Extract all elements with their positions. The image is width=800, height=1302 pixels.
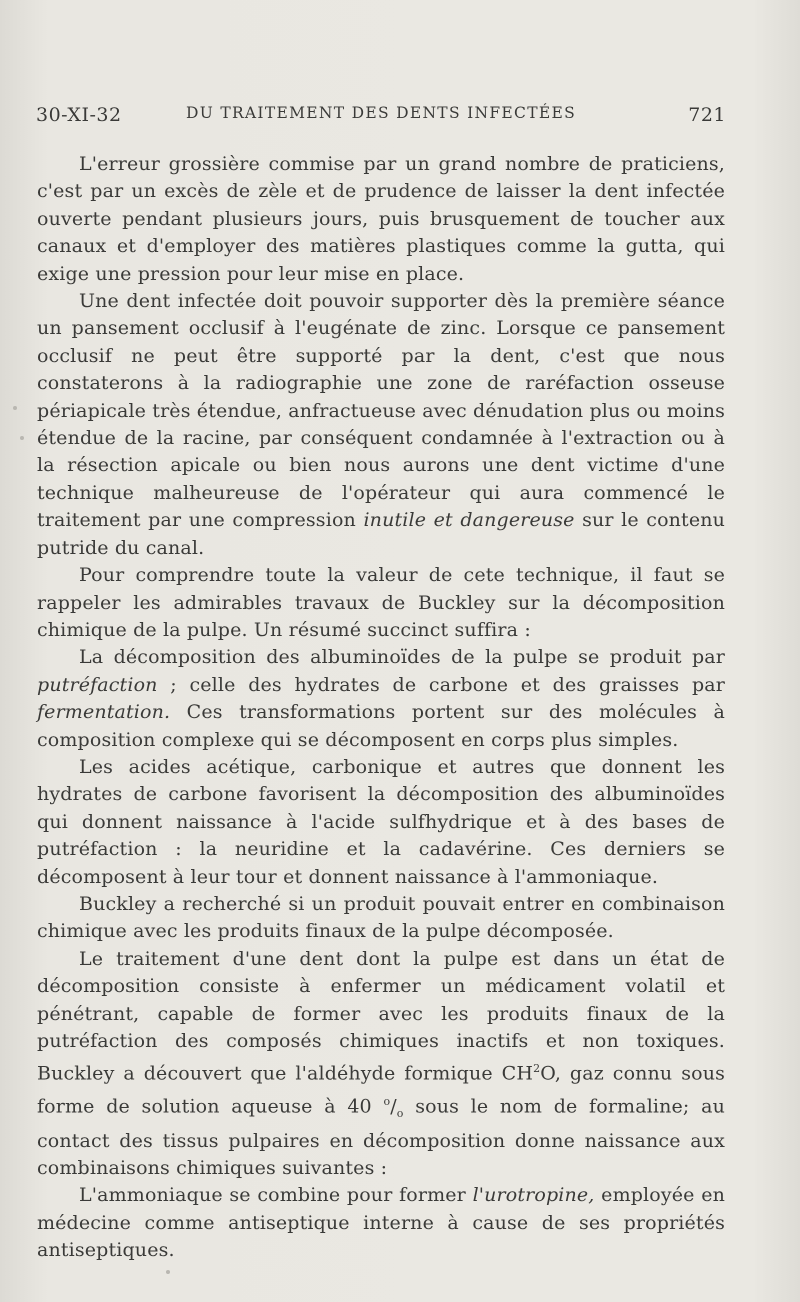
body-text <box>37 151 725 1265</box>
superscript: o <box>383 1095 391 1109</box>
paragraph <box>37 1182 725 1264</box>
paper-speck <box>166 1270 170 1274</box>
text-run: / <box>390 1095 397 1118</box>
text-run: O, gaz connu sous forme de solution aqueuse à 40 <box>37 1062 725 1118</box>
header-title: DU TRAITEMENT DES DENTS INFECTÉES <box>186 104 576 122</box>
text-run: Une dent infectée doit pouvoir supporter dès la première séance un pansement occlusif à l'eugénate de zinc. Lorsque ce pansement occlusif ne peut être supporté par la dent, c'est que nous constaterons à la radiographie une zone de raréfaction osseuse périapicale très étendue, anfractueuse avec dénudation plus ou moins étendue de la racine, par conséquent condamnée à l'extraction ou à la résection apicale ou bien nous aurons une dent victime d'une technique malheureuse de l'opérateur qui aura commencé le traitement par une compression <box>37 290 725 532</box>
text-run: La décomposition des albuminoïdes de la pulpe se produit par <box>79 646 725 669</box>
paragraph <box>37 288 725 562</box>
text-run: Le traitement d'une dent dont la pulpe est dans un état de décomposition consiste à enfermer un médicament volatil et pénétrant, capable de former avec les produits finaux de la putréfaction des composés chimiques inactifs et non toxiques. Buckley a découvert que l'aldéhyde formique CH <box>37 947 725 1085</box>
paragraph <box>37 754 725 891</box>
text-run: L'erreur grossière commise par un grand nombre de praticiens, c'est par un excès de zèle et de prudence de laisser la dent infectée ouverte pendant plusieurs jours, puis brusquement de toucher aux canaux et d'employer des matières plastiques comme la gutta, qui exige une pression pour leur mise en place. <box>37 153 725 285</box>
running-header <box>36 104 726 134</box>
text-run: L'ammoniaque se combine pour former <box>79 1184 473 1207</box>
paragraph <box>37 151 725 288</box>
italic-text: l'urotropine, <box>472 1184 595 1207</box>
text-run: sur le contenu putride du canal. <box>37 509 725 559</box>
text-run: Les acides acétique, carbonique et autres que donnent les hydrates de carbone favorisent la décomposition des albuminoïdes qui donnent naissance à l'acide sulfhydrique et à des bases de putréfaction : la neuridine et la cadavérine. Ces derniers se décomposent à leur tour et donnent naissance à l'ammoniaque. <box>37 755 725 888</box>
paragraph <box>37 946 725 1183</box>
paper-speck <box>13 406 17 410</box>
text-run: sous le nom de formaline; au contact des tissus pulpaires en décomposition donne naissance aux combinaisons chimiques suivantes : <box>37 1095 725 1180</box>
subscript: o <box>396 1107 404 1121</box>
page-number: 721 <box>688 104 726 126</box>
italic-text: putréfaction <box>37 673 158 696</box>
text-run: ; celle des hydrates de carbone et des graisses par <box>157 673 725 696</box>
paper-speck <box>20 436 24 440</box>
paragraph <box>37 644 725 754</box>
superscript: 2 <box>533 1062 541 1076</box>
text-run: employée en médecine comme antiseptique interne à cause de ses propriétés antiseptiques. <box>37 1184 725 1262</box>
text-run: Ces transformations portent sur des molécules à composition complexe qui se décomposent en corps plus simples. <box>37 701 725 751</box>
text-run: Pour comprendre toute la valeur de cete technique, il faut se rappeler les admirables travaux de Buckley sur la décomposition chimique de la pulpe. Un résumé succinct suffira : <box>37 564 725 641</box>
paragraph <box>37 562 725 644</box>
header-date: 30-XI-32 <box>36 104 122 126</box>
paragraph <box>37 891 725 946</box>
italic-text: fermentation. <box>37 701 171 724</box>
text-run: Buckley a recherché si un produit pouvait entrer en combinaison chimique avec les produits finaux de la pulpe décomposée. <box>37 892 725 943</box>
italic-text: inutile et dangereuse <box>363 509 575 532</box>
